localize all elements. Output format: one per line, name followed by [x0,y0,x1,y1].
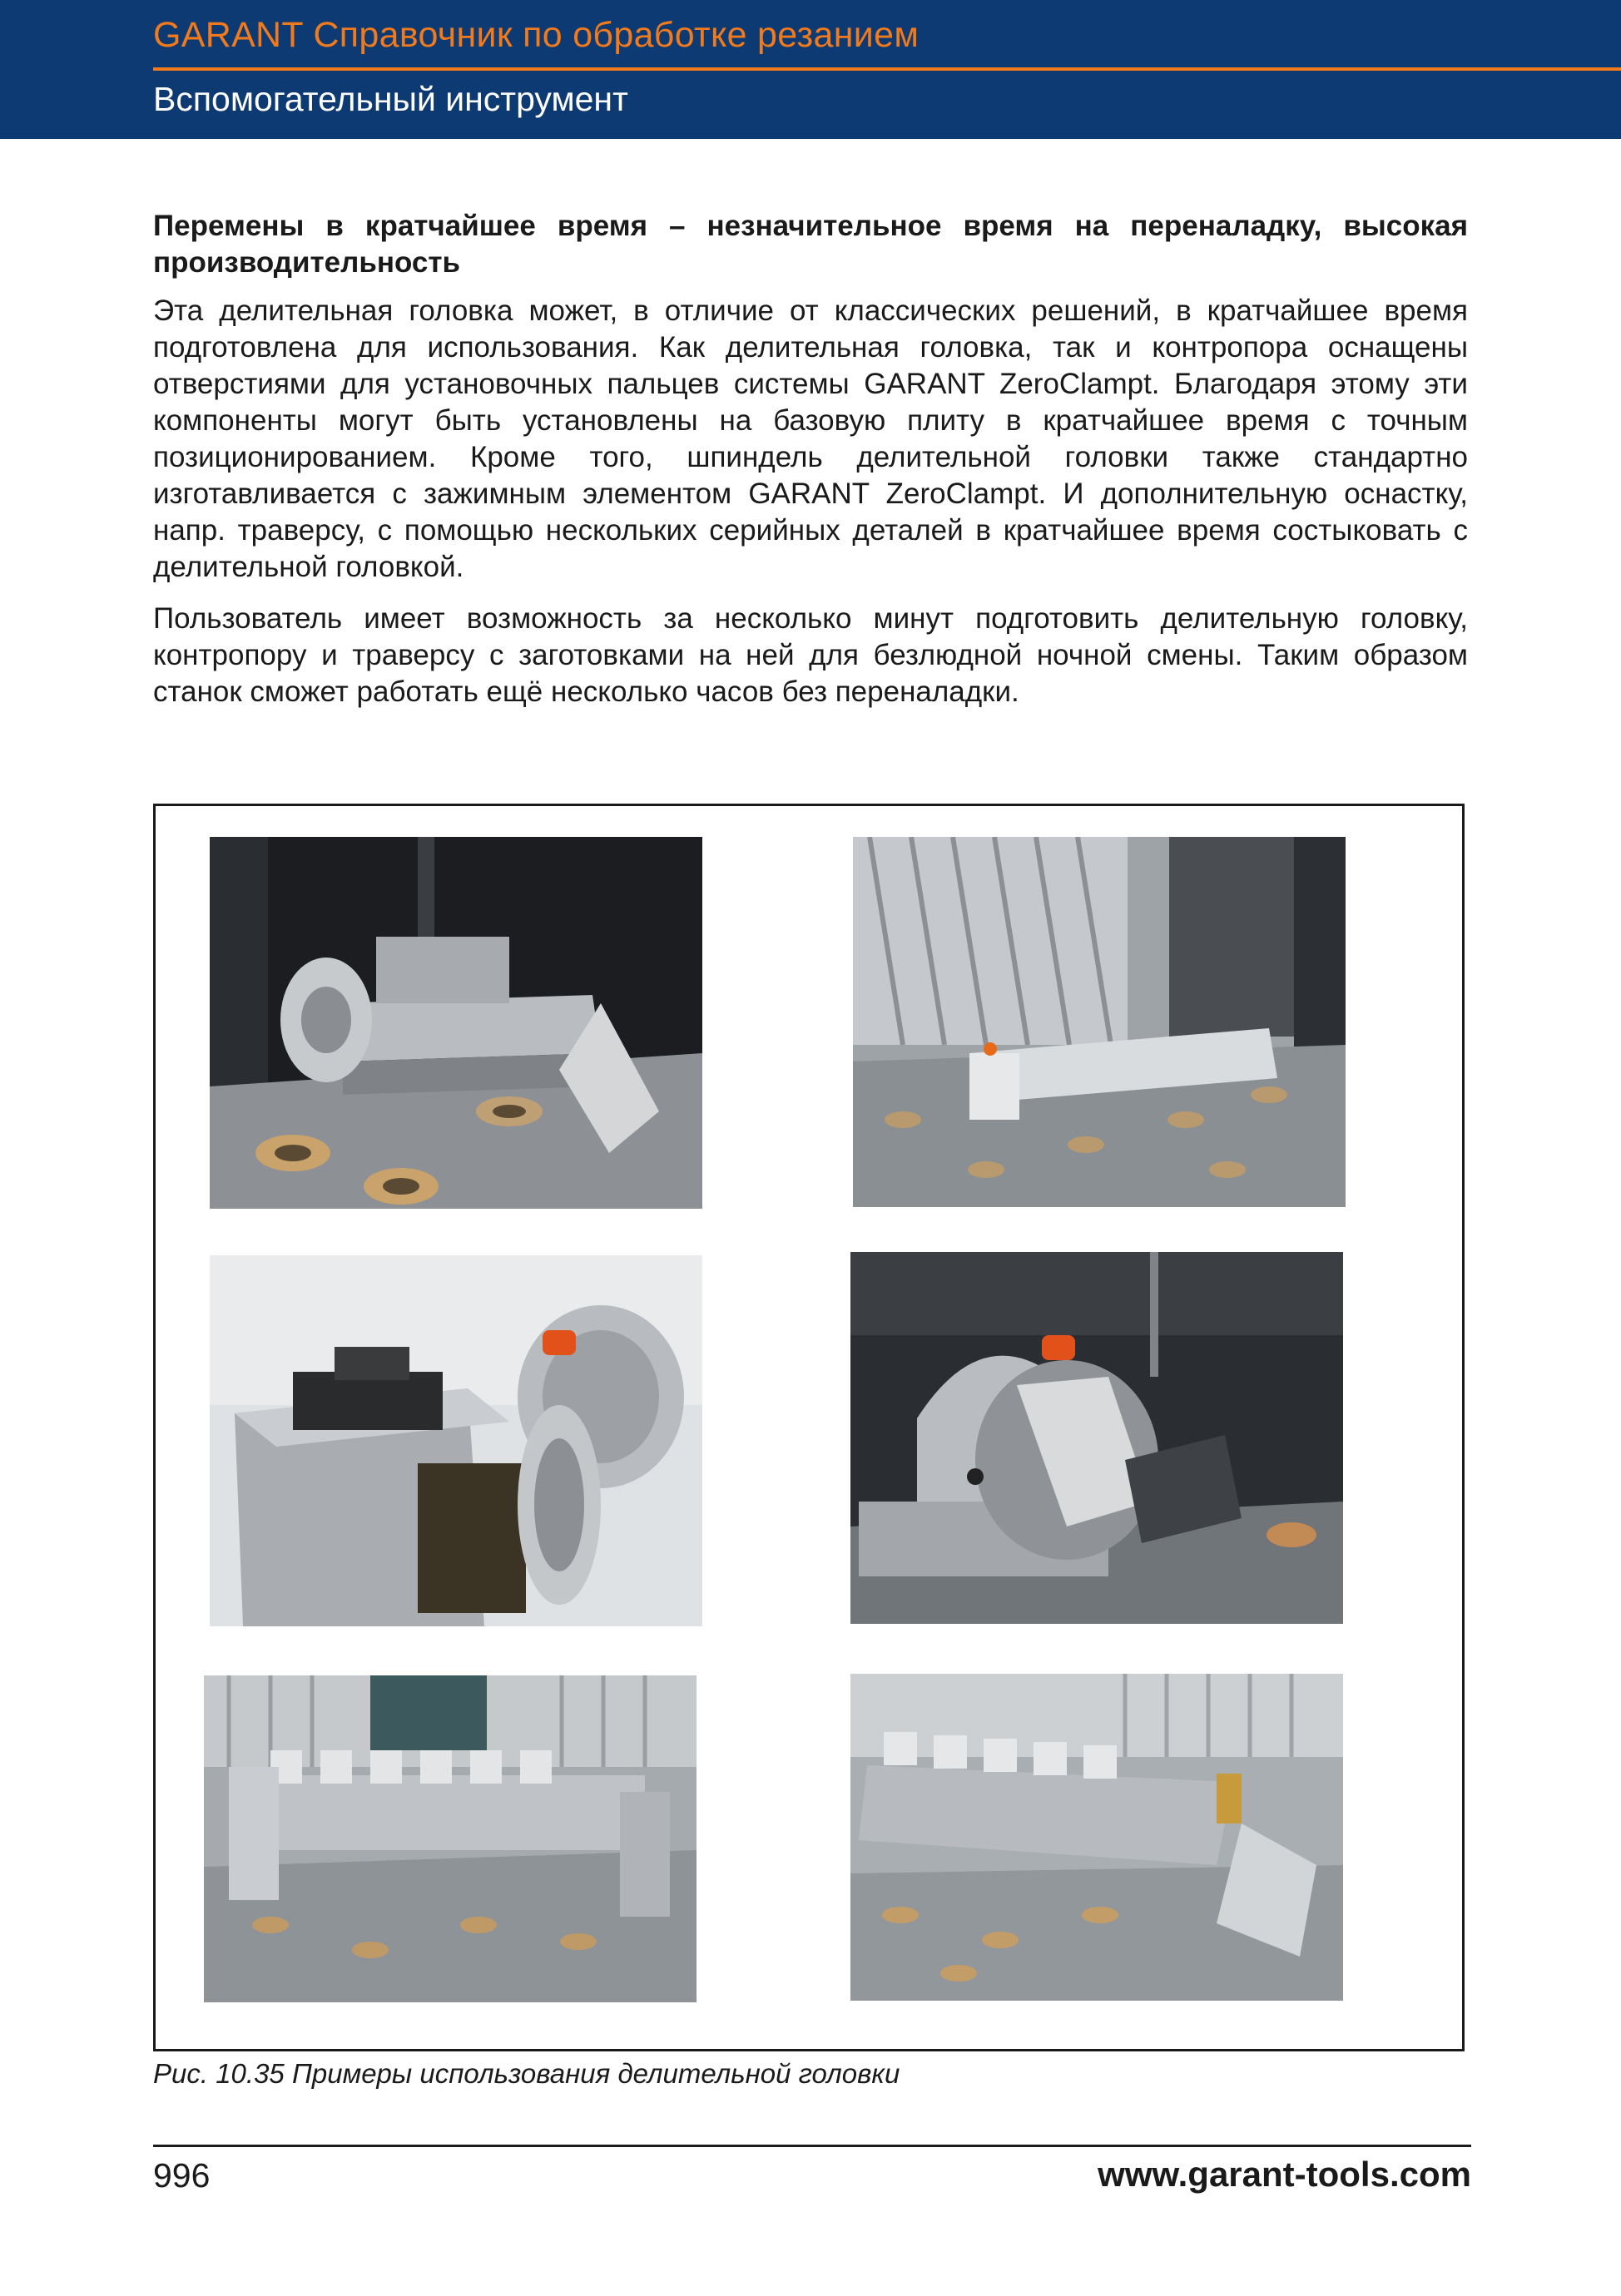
figure-frame [153,804,1465,2051]
page-header [0,0,1621,139]
photo-traverse-with-vises-side [850,1674,1343,2001]
section-heading: Перемены в кратчайшее время – незначительное время на переналадку, высокая производительность [153,210,1468,279]
photo-clamping-bar-on-pallet [853,837,1346,1207]
footer-divider [153,2145,1471,2147]
photo-indexing-head-closeup [850,1252,1343,1624]
header-title: GARANT Справочник по обработке резанием [153,15,920,55]
photo-indexing-head-with-vise [210,1255,702,1626]
paragraph-1: Эта делительная головка может, в отличие от классических решений, в кратчайшее время подготовлена для использования. Как делительная головка, так и контропора оснащены отверстиями для установочных пальцев системы GARANT ZeroClampt. Благодаря этому эти компоненты могут быть установлены на базовую плиту в кратчайшее время с точным позиционированием. Кроме того, шпиндель делительной головки также стандартно изготавливается с зажимным элементом GARANT ZeroClampt. И дополнительную оснастку, напр. траверсу, с помощью нескольких серийных деталей в кратчайшее время состыковать с делительной головкой. [153,294,1468,583]
header-divider [153,67,1621,71]
page-number: 996 [153,2156,211,2195]
photo-indexing-head-with-bridge [210,837,702,1209]
photo-traverse-with-vises-front [204,1675,696,2002]
figure-caption: Рис. 10.35 Примеры использования делительной головки [153,2058,900,2089]
paragraph-2: Пользователь имеет возможность за несколько минут подготовить делительную головку, контропору и траверсу с заготовками на ней для безлюдной ночной смены. Таким образом станок сможет работать ещё несколько часов без переналадки. [153,602,1468,708]
website-link[interactable]: www.garant-tools.com [1098,2155,1471,2194]
main-content [153,208,1468,725]
header-subtitle: Вспомогательный инструмент [153,80,628,118]
